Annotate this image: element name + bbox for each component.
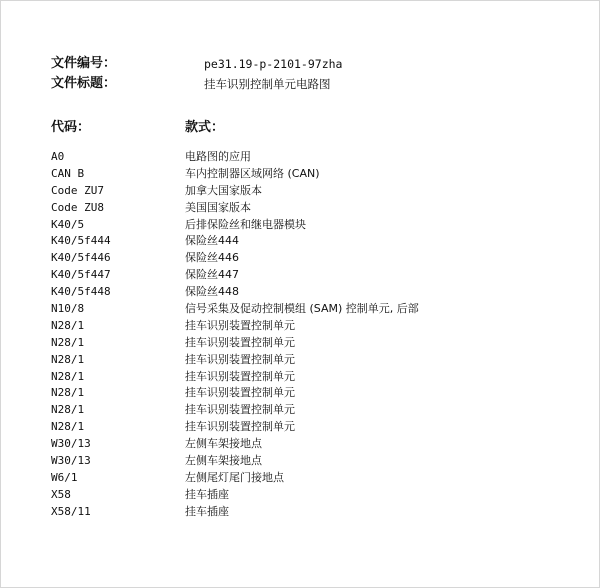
row-description: 挂车识别装置控制单元 xyxy=(185,369,295,383)
row-description: 车内控制器区域网络 (CAN) xyxy=(185,166,320,180)
row-code: CAN B xyxy=(51,166,85,180)
table-row xyxy=(51,233,571,250)
table-row xyxy=(51,369,571,386)
column-header-code: 代码： xyxy=(51,120,91,135)
file-title-value: 挂车识别控制单元电路图 xyxy=(204,77,331,91)
row-code: N28/1 xyxy=(51,420,85,434)
table-row xyxy=(51,335,571,352)
row-description: 挂车识别装置控制单元 xyxy=(185,352,295,366)
table-row xyxy=(51,385,571,402)
row-code: K40/5f448 xyxy=(51,285,111,299)
table-row xyxy=(51,436,571,453)
row-description: 挂车插座 xyxy=(185,504,229,518)
code-list xyxy=(51,149,571,521)
row-code: N28/1 xyxy=(51,403,85,417)
table-row xyxy=(51,166,571,183)
row-description: 挂车插座 xyxy=(185,487,229,501)
row-description: 加拿大国家版本 xyxy=(185,183,262,197)
row-description: 左侧车架接地点 xyxy=(185,454,262,468)
row-code: N28/1 xyxy=(51,386,85,400)
table-row xyxy=(51,402,571,419)
column-header-style: 款式： xyxy=(185,120,225,135)
table-header xyxy=(51,119,571,137)
row-code: N10/8 xyxy=(51,302,85,316)
row-code: Code ZU7 xyxy=(51,183,104,197)
row-description: 挂车识别装置控制单元 xyxy=(185,335,295,349)
file-title-label: 文件标题： xyxy=(51,76,117,91)
row-code: N28/1 xyxy=(51,335,85,349)
row-description: 保险丝446 xyxy=(185,251,239,265)
row-code: N28/1 xyxy=(51,352,85,366)
table-row xyxy=(51,470,571,487)
table-row xyxy=(51,419,571,436)
row-description: 挂车识别装置控制单元 xyxy=(185,420,295,434)
row-code: K40/5f446 xyxy=(51,251,111,265)
file-number-value: pe31.19-p-2101-97zha xyxy=(204,57,343,71)
row-code: W30/13 xyxy=(51,437,91,451)
table-row xyxy=(51,504,571,521)
table-row xyxy=(51,149,571,166)
table-row xyxy=(51,250,571,267)
table-row xyxy=(51,183,571,200)
row-description: 保险丝444 xyxy=(185,234,239,248)
row-code: K40/5f447 xyxy=(51,268,111,282)
table-row xyxy=(51,352,571,369)
row-code: X58 xyxy=(51,487,71,501)
row-code: W6/1 xyxy=(51,470,78,484)
row-code: K40/5 xyxy=(51,217,85,231)
row-code: W30/13 xyxy=(51,454,91,468)
table-row xyxy=(51,217,571,234)
row-code: X58/11 xyxy=(51,504,91,518)
row-code: K40/5f444 xyxy=(51,234,111,248)
row-description: 挂车识别装置控制单元 xyxy=(185,318,295,332)
row-description: 挂车识别装置控制单元 xyxy=(185,403,295,417)
row-code: Code ZU8 xyxy=(51,200,104,214)
row-description: 美国国家版本 xyxy=(185,200,251,214)
row-description: 信号采集及促动控制模组 (SAM) 控制单元, 后部 xyxy=(185,302,419,316)
row-description: 挂车识别装置控制单元 xyxy=(185,386,295,400)
row-code: N28/1 xyxy=(51,318,85,332)
row-description: 保险丝448 xyxy=(185,285,239,299)
table-row xyxy=(51,453,571,470)
row-description: 电路图的应用 xyxy=(185,150,251,163)
table-row xyxy=(51,284,571,301)
table-row xyxy=(51,301,571,318)
table-row xyxy=(51,200,571,217)
table-row xyxy=(51,487,571,504)
row-description: 左侧车架接地点 xyxy=(185,437,262,451)
row-description: 保险丝447 xyxy=(185,268,239,282)
row-code: A0 xyxy=(51,150,65,163)
table-row xyxy=(51,267,571,284)
row-description: 左侧尾灯尾门接地点 xyxy=(185,470,284,484)
row-description: 后排保险丝和继电器模块 xyxy=(185,217,306,231)
file-number-label: 文件编号： xyxy=(51,56,117,71)
row-code: N28/1 xyxy=(51,369,85,383)
table-row xyxy=(51,318,571,335)
